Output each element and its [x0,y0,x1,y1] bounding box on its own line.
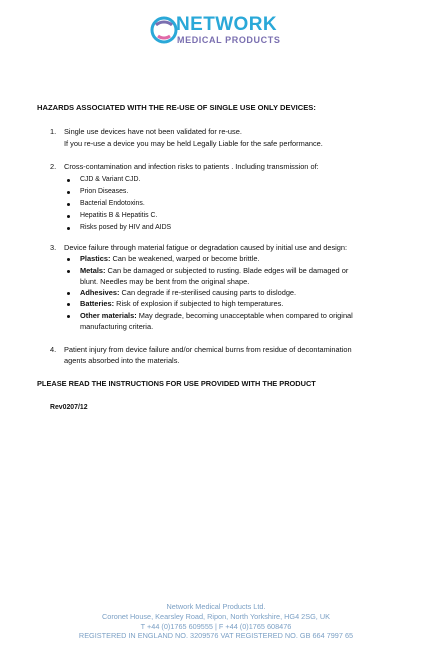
material-line [80,287,296,298]
material-label: Adhesives: [80,288,120,297]
item-number: 1. [50,127,57,136]
bullet-point [67,227,70,230]
material-text: Risk of explosion if subjected to high temperatures. [116,299,284,308]
footer-address: Coronet House, Kearsley Road, Ripon, North Yorkshire, HG4 2SG, UK [102,612,330,621]
material-text-continued: manufacturing criteria. [80,322,154,331]
material-label: Batteries: [80,299,115,308]
item-text: Device failure through material fatigue or degradation caused by initial use and design: [64,243,348,252]
bullet-text: Bacterial Endotoxins. [80,200,145,207]
item-number: 3. [50,243,57,252]
item-text: Patient injury from device failure and/or chemical burns from residue of decontamination [64,345,352,354]
closing-instruction: PLEASE READ THE INSTRUCTIONS FOR USE PROVIDED WITH THE PRODUCT [37,379,316,388]
bullet-point [67,203,70,206]
bullet-point [67,215,70,218]
material-line [80,298,283,309]
bullet-point [67,315,70,318]
item-text: Single use devices have not been validated for re-use. [64,127,242,136]
bullet-point [67,258,70,261]
material-label: Plastics: [80,254,111,263]
material-label: Other materials: [80,311,137,320]
bullet-point [67,303,70,306]
bullet-text: CJD & Variant CJD. [80,176,141,183]
bullet-text: Risks posed by HIV and AIDS [80,224,172,231]
document-heading: HAZARDS ASSOCIATED WITH THE RE-USE OF SINGLE USE ONLY DEVICES: [37,103,316,112]
logo-wordmark: NETWORK [176,14,277,35]
footer-phone-fax: T +44 (0)1765 609555 | F +44 (0)1765 608476 [140,622,292,631]
bullet-text: Prion Diseases. [80,188,129,195]
material-text: Can degrade if re-sterilised causing parts to dislodge. [121,288,297,297]
material-label: Metals: [80,266,106,275]
item-text: Cross-contamination and infection risks to patients . Including transmission of: [64,162,319,171]
item-number: 2. [50,162,57,171]
bullet-text: Hepatitis B & Hepatitis C. [80,212,158,219]
material-text: May degrade, becoming unacceptable when compared to original [138,311,353,320]
bullet-point [67,270,70,273]
material-line [80,310,353,321]
company-logo [150,14,290,48]
material-text: Can be damaged or subjected to rusting. Blade edges will be damaged or [107,266,349,275]
bullet-point [67,191,70,194]
footer-registration: REGISTERED IN ENGLAND NO. 3209576 VAT REGISTERED NO. GB 664 7997 65 [78,631,354,640]
logo-subtitle: MEDICAL PRODUCTS [177,35,281,45]
footer-company-name: Network Medical Products Ltd. [166,602,266,611]
item-number: 4. [50,345,57,354]
bullet-point [67,179,70,182]
material-line [80,253,260,264]
item-text: If you re-use a device you may be held Legally Liable for the safe performance. [64,139,323,148]
material-text-continued: blunt. Needles may be bent from the original shape. [80,277,250,286]
material-text: Can be weakened, warped or become brittle. [112,254,260,263]
bullet-point [67,292,70,295]
material-line [80,265,348,276]
network-logo-icon [150,16,178,44]
revision-code: Rev0207/12 [50,404,88,411]
item-text: agents absorbed into the materials. [64,356,180,365]
